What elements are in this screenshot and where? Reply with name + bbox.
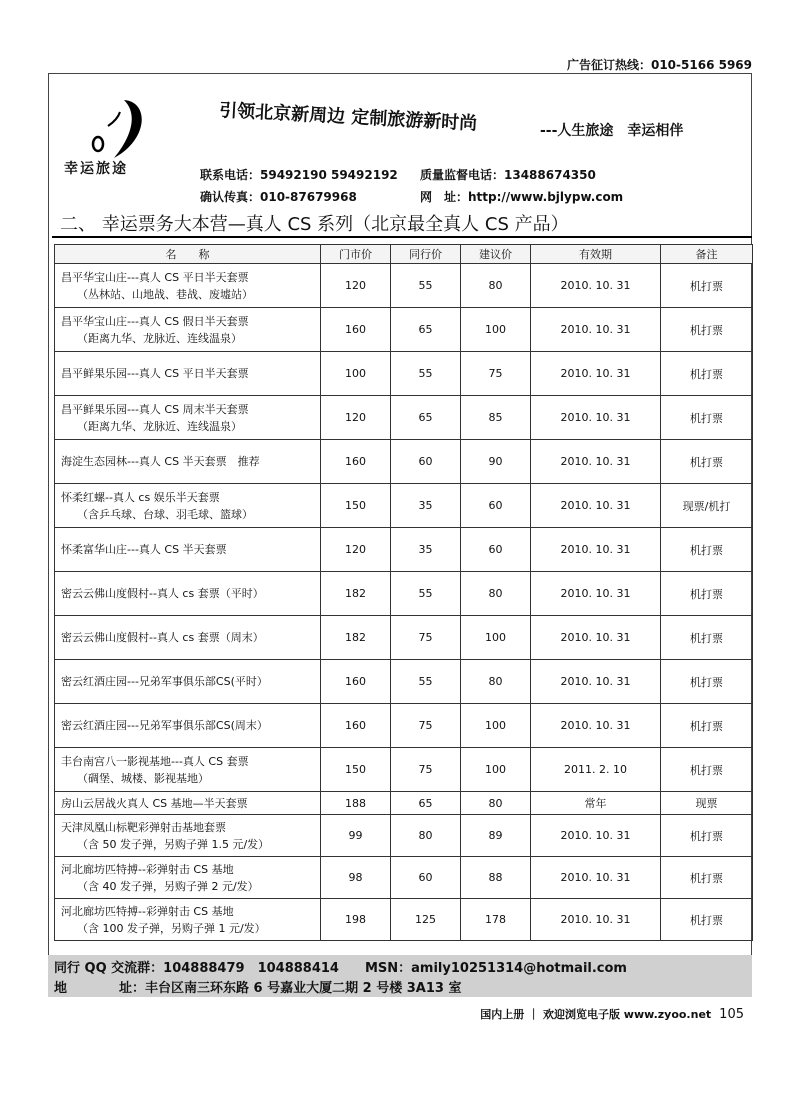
cell-retail: 160 — [321, 440, 391, 484]
cell-name — [55, 748, 321, 792]
page-number: 105 — [719, 1007, 744, 1022]
cell-note: 机打票 — [661, 396, 753, 440]
table-row — [55, 528, 753, 572]
cell-suggest: 80 — [461, 572, 531, 616]
cell-suggest: 80 — [461, 264, 531, 308]
cell-valid: 2010. 10. 31 — [531, 857, 661, 899]
logo-mark-icon — [84, 96, 154, 164]
table-row — [55, 899, 753, 941]
cell-trade: 55 — [391, 660, 461, 704]
col-header-retail: 门市价 — [321, 245, 391, 264]
product-name: 丰台南宫八一影视基地---真人 CS 套票 — [61, 754, 249, 768]
product-detail: （丛林站、山地战、巷战、废墟站） — [77, 287, 253, 301]
cell-valid: 2010. 10. 31 — [531, 396, 661, 440]
cell-suggest: 60 — [461, 484, 531, 528]
product-name: 昌平鲜果乐园---真人 CS 平日半天套票 — [61, 367, 249, 380]
cell-note: 机打票 — [661, 572, 753, 616]
logo-text: 幸运旅途 — [64, 161, 128, 177]
cell-retail: 182 — [321, 616, 391, 660]
table-row — [55, 815, 753, 857]
cell-trade: 35 — [391, 528, 461, 572]
cell-valid: 2010. 10. 31 — [531, 264, 661, 308]
col-header-suggest: 建议价 — [461, 245, 531, 264]
table-row — [55, 792, 753, 815]
address-line — [54, 977, 461, 996]
ticket-price-table — [54, 244, 753, 941]
cell-trade: 60 — [391, 857, 461, 899]
table-row — [55, 264, 753, 308]
product-name: 昌平华宝山庄---真人 CS 平日半天套票 — [61, 270, 249, 284]
cell-suggest: 89 — [461, 815, 531, 857]
cell-suggest: 60 — [461, 528, 531, 572]
product-name: 海淀生态园林---真人 CS 半天套票 推荐 — [61, 455, 260, 468]
cell-trade: 75 — [391, 616, 461, 660]
qq-msn-line: 同行 QQ 交流群：104888479 104888414 MSN：amily10251314@hotmail.com — [54, 961, 627, 976]
product-name: 密云云佛山度假村--真人 cs 套票（周末） — [61, 631, 264, 644]
address-label: 地 址： — [54, 981, 146, 996]
col-header-trade: 同行价 — [391, 245, 461, 264]
cell-valid: 2010. 10. 31 — [531, 815, 661, 857]
cell-trade: 35 — [391, 484, 461, 528]
slogan: 引领北京新周边 定制旅游新时尚 — [218, 99, 478, 135]
col-header-name: 名 称 — [55, 245, 321, 264]
cell-suggest: 100 — [461, 308, 531, 352]
cell-valid: 2010. 10. 31 — [531, 704, 661, 748]
cell-valid: 2011. 2. 10 — [531, 748, 661, 792]
cell-valid: 2010. 10. 31 — [531, 308, 661, 352]
col-header-valid: 有效期 — [531, 245, 661, 264]
cell-note: 机打票 — [661, 660, 753, 704]
product-name: 河北廊坊匹特搏--彩弹射击 CS 基地 — [61, 862, 234, 876]
cell-name — [55, 396, 321, 440]
cell-trade: 65 — [391, 792, 461, 815]
cell-valid: 2010. 10. 31 — [531, 528, 661, 572]
cell-note: 机打票 — [661, 440, 753, 484]
table-row — [55, 352, 753, 396]
product-name: 密云云佛山度假村--真人 cs 套票（平时） — [61, 587, 264, 600]
table-row — [55, 484, 753, 528]
cell-name — [55, 815, 321, 857]
cell-note: 机打票 — [661, 899, 753, 941]
cell-retail: 160 — [321, 660, 391, 704]
cell-trade: 55 — [391, 352, 461, 396]
cell-name — [55, 616, 321, 660]
cell-suggest: 85 — [461, 396, 531, 440]
cell-trade: 75 — [391, 748, 461, 792]
section-divider — [52, 236, 752, 238]
product-detail: （碉堡、城楼、影视基地） — [77, 771, 209, 785]
cell-trade: 55 — [391, 572, 461, 616]
page-footer-text: 国内上册 ｜ 欢迎浏览电子版 www.zyoo.net — [480, 1008, 712, 1021]
cell-retail: 98 — [321, 857, 391, 899]
cell-retail: 150 — [321, 484, 391, 528]
cell-valid: 常年 — [531, 792, 661, 815]
cell-retail: 182 — [321, 572, 391, 616]
col-header-note: 备注 — [661, 245, 753, 264]
cell-suggest: 100 — [461, 616, 531, 660]
cell-note: 机打票 — [661, 815, 753, 857]
cell-valid: 2010. 10. 31 — [531, 616, 661, 660]
product-detail: （含 50 发子弹，另购子弹 1.5 元/发） — [77, 837, 270, 851]
cell-retail: 100 — [321, 352, 391, 396]
cell-retail: 120 — [321, 528, 391, 572]
cell-retail: 160 — [321, 704, 391, 748]
cell-name — [55, 899, 321, 941]
product-detail: （含 40 发子弹，另购子弹 2 元/发） — [77, 879, 259, 893]
cell-trade: 75 — [391, 704, 461, 748]
cell-suggest: 100 — [461, 704, 531, 748]
cell-name — [55, 660, 321, 704]
product-name: 密云红酒庄园---兄弟军事俱乐部CS(平时） — [61, 675, 268, 688]
ad-hotline: 广告征订热线：010-5166 5969 — [566, 58, 752, 72]
cell-retail: 188 — [321, 792, 391, 815]
section-title: 二、 幸运票务大本营—真人 CS 系列（北京最全真人 CS 产品） — [60, 214, 569, 235]
product-name: 昌平鲜果乐园---真人 CS 周末半天套票 — [61, 402, 249, 416]
cell-note: 机打票 — [661, 352, 753, 396]
product-detail: （距离九华、龙脉近、连线温泉） — [77, 331, 242, 345]
cell-trade: 55 — [391, 264, 461, 308]
cell-name — [55, 857, 321, 899]
product-name: 河北廊坊匹特搏--彩弹射击 CS 基地 — [61, 904, 234, 918]
cell-note: 机打票 — [661, 528, 753, 572]
table-header-row — [55, 245, 753, 264]
cell-valid: 2010. 10. 31 — [531, 660, 661, 704]
product-detail: （含 100 发子弹，另购子弹 1 元/发） — [77, 921, 266, 935]
cell-name — [55, 528, 321, 572]
product-name: 怀柔富华山庄---真人 CS 半天套票 — [61, 543, 227, 556]
website: 网 址：http://www.bjlypw.com — [420, 190, 624, 204]
cell-trade: 65 — [391, 396, 461, 440]
address-value: 丰台区南三环东路 6 号嘉业大厦二期 2 号楼 3A13 室 — [145, 981, 462, 996]
cell-note: 机打票 — [661, 264, 753, 308]
table-row — [55, 704, 753, 748]
page-footer — [480, 1006, 744, 1022]
cell-trade: 60 — [391, 440, 461, 484]
cell-retail: 120 — [321, 396, 391, 440]
cell-suggest: 75 — [461, 352, 531, 396]
cell-name — [55, 704, 321, 748]
cell-retail: 198 — [321, 899, 391, 941]
cell-trade: 125 — [391, 899, 461, 941]
cell-retail: 120 — [321, 264, 391, 308]
cell-note: 现票 — [661, 792, 753, 815]
cell-suggest: 100 — [461, 748, 531, 792]
table-row — [55, 660, 753, 704]
table-row — [55, 748, 753, 792]
table-row — [55, 308, 753, 352]
product-name: 昌平华宝山庄---真人 CS 假日半天套票 — [61, 314, 249, 328]
cell-name — [55, 792, 321, 815]
cell-suggest: 80 — [461, 660, 531, 704]
product-detail: （距离九华、龙脉近、连线温泉） — [77, 419, 242, 433]
table-row — [55, 440, 753, 484]
cell-suggest: 178 — [461, 899, 531, 941]
cell-note: 机打票 — [661, 857, 753, 899]
cell-note: 机打票 — [661, 704, 753, 748]
cell-valid: 2010. 10. 31 — [531, 440, 661, 484]
cell-valid: 2010. 10. 31 — [531, 484, 661, 528]
contact-fax: 确认传真：010-87679968 — [200, 190, 357, 204]
cell-note: 机打票 — [661, 308, 753, 352]
cell-valid: 2010. 10. 31 — [531, 572, 661, 616]
product-name: 密云红酒庄园---兄弟军事俱乐部CS(周末） — [61, 719, 268, 732]
cell-name — [55, 352, 321, 396]
cell-suggest: 88 — [461, 857, 531, 899]
cell-retail: 150 — [321, 748, 391, 792]
product-name: 房山云居战火真人 CS 基地—半天套票 — [61, 796, 248, 810]
cell-note: 现票/机打 — [661, 484, 753, 528]
table-row — [55, 396, 753, 440]
quality-phone: 质量监督电话：13488674350 — [420, 168, 596, 182]
cell-suggest: 90 — [461, 440, 531, 484]
table-row — [55, 616, 753, 660]
cell-note: 机打票 — [661, 748, 753, 792]
cell-retail: 99 — [321, 815, 391, 857]
product-name: 天津凤凰山标靶彩弹射击基地套票 — [61, 820, 226, 834]
contact-phone: 联系电话：59492190 59492192 — [200, 168, 398, 182]
table-row — [55, 857, 753, 899]
product-name: 怀柔红螺--真人 cs 娱乐半天套票 — [61, 490, 220, 504]
cell-name — [55, 308, 321, 352]
cell-trade: 65 — [391, 308, 461, 352]
cell-suggest: 80 — [461, 792, 531, 815]
cell-valid: 2010. 10. 31 — [531, 352, 661, 396]
cell-valid: 2010. 10. 31 — [531, 899, 661, 941]
cell-name — [55, 440, 321, 484]
table-row — [55, 572, 753, 616]
product-detail: （含乒乓球、台球、羽毛球、篮球） — [77, 507, 253, 521]
cell-name — [55, 264, 321, 308]
cell-trade: 80 — [391, 815, 461, 857]
cell-retail: 160 — [321, 308, 391, 352]
cell-name — [55, 484, 321, 528]
cell-note: 机打票 — [661, 616, 753, 660]
cell-name — [55, 572, 321, 616]
footer-bar — [48, 955, 752, 997]
motto: ---人生旅途 幸运相伴 — [540, 123, 684, 139]
